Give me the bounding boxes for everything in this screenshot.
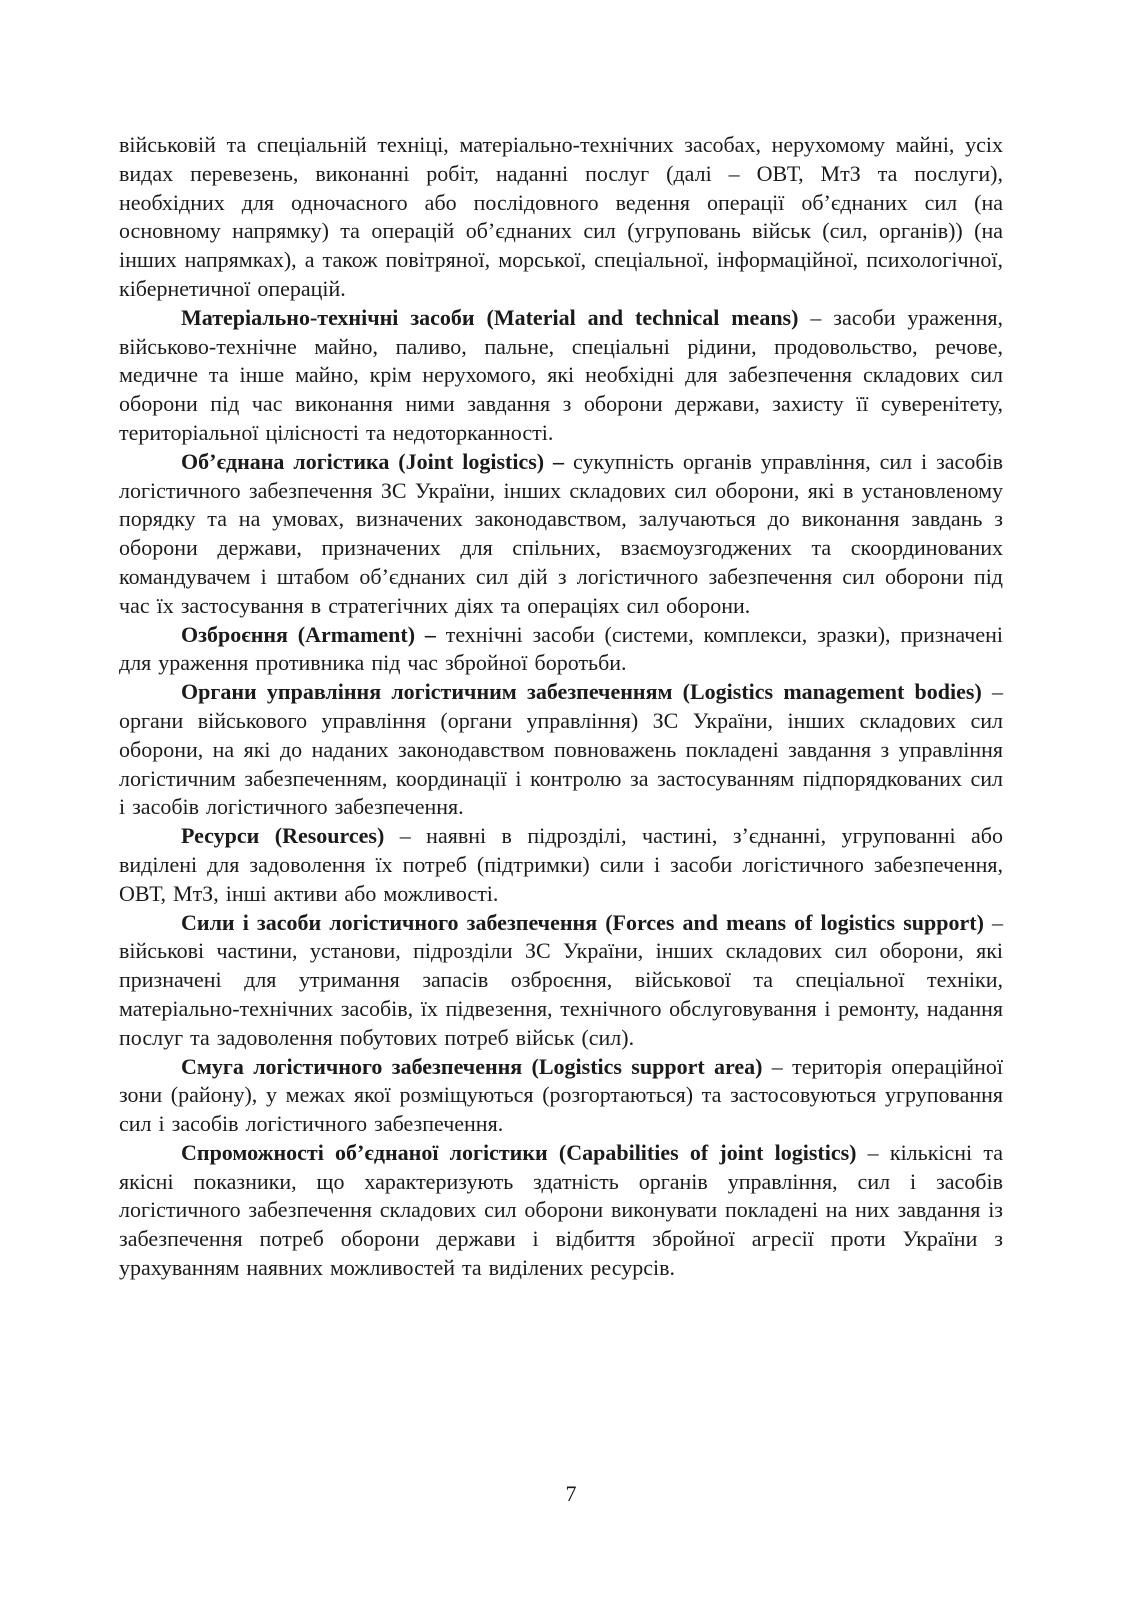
paragraph: Спроможності об’єднаної логістики (Capabilities of joint logistics) – кількісні та якісні показники, що характеризують здатність органів управління, сил і засобів логістичного забезпечення складових сил оборони виконувати покладені на них завдання із забезпечення потреб оборони держави і відбиття збройної агресії проти України з урахуванням наявних можливостей та виділених ресурсів. (119, 1139, 1003, 1281)
term-bold: Смуга логістичного забезпечення (Logistics support area) (181, 1053, 763, 1079)
paragraph: Матеріально-технічні засоби (Material and technical means) – засоби ураження, військово-технічне майно, паливо, пальне, спеціальні рідини, продовольство, речове, медичне та інше майно, крім нерухомого, які необхідні для забезпечення складових сил оборони під час виконання ними завдання з оборони держави, захисту її суверенітету, територіальної цілісності та недоторканності. (119, 304, 1003, 445)
paragraph: Ресурси (Resources) – наявні в підрозділі, частині, з’єднанні, угрупованні або виділені для задоволення їх потреб (підтримки) сили і засоби логістичного забезпечення, ОВТ, МтЗ, інші активи або можливості. (119, 823, 1003, 906)
paragraph: Об’єднана логістика (Joint logistics) – сукупність органів управління, сил і засобів логістичного забезпечення ЗС України, інших складових сил оборони, які в установленому порядку та на умовах, визначених законодавством, залучаються до виконання завдань з оборони держави, призначених для спільних, взаємоузгоджених та скоординованих командувачем і штабом об’єднаних сил дій з логістичного забезпечення сил оборони під час їх застосування в стратегічних діях та операціях сил оборони. (119, 448, 1004, 618)
paragraph: Смуга логістичного забезпечення (Logistics support area) – територія операційної зони (району), у межах якої розміщуються (розгортаються) та застосовуються угруповання сил і засобів логістичного забезпечення. (119, 1053, 1003, 1137)
paragraph: військовій та спеціальній техніці, матеріально-технічних засобах, нерухомому майні, усіх видах перевезень, виконанні робіт, наданні послуг (далі – ОВТ, МтЗ та послуги), необхідних для одночасного або послідовного ведення операції об’єднаних сил (на основному напрямку) та операцій об’єднаних сил (угруповань військ (сил, органів)) (на інших напрямках), а також повітряної, морської, спеціальної, інформаційної, психологічної, кібернетичної операцій. (119, 132, 1003, 301)
term-bold: Спроможності об’єднаної логістики (Capabilities of joint logistics) (181, 1139, 857, 1165)
document-body (119, 131, 1003, 1283)
term-bold: Органи управління логістичним забезпеченням (Logistics management bodies) (181, 679, 982, 705)
paragraph: Озброєння (Armament) – технічні засоби (системи, комплекси, зразки), призначені для ураження противника під час збройної боротьби. (119, 621, 1003, 676)
term-bold: Сили і засоби логістичного забезпечення (Forces and means of logistics support) (181, 909, 984, 935)
term-bold: Об’єднана логістика (Joint logistics) – (181, 448, 565, 474)
term-bold: Ресурси (Resources) (181, 823, 385, 849)
page-number: 7 (565, 1481, 577, 1506)
term-bold: Озброєння (Armament) – (181, 621, 436, 647)
paragraph: Сили і засоби логістичного забезпечення (Forces and means of logistics support) – військові частини, установи, підрозділи ЗС України, інших складових сил оборони, які призначені для утримання запасів озброєння, військової та спеціальної техніки, матеріально-технічних засобів, їх підвезення, технічного обслуговування і ремонту, надання послуг та задоволення побутових потреб військ (сил). (119, 909, 1003, 1050)
term-bold: Матеріально-технічні засоби (Material and technical means) (181, 304, 799, 330)
paragraph: Органи управління логістичним забезпеченням (Logistics management bodies) – органи військового управління (органи управління) ЗС України, інших складових сил оборони, на які до наданих законодавством повноважень покладені завдання з управління логістичним забезпеченням, координації і контролю за застосуванням підпорядкованих сил і засобів логістичного забезпечення. (119, 679, 1004, 820)
